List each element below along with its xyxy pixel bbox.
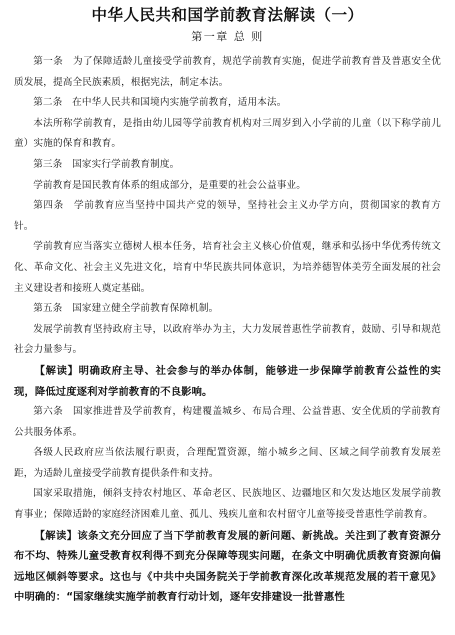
paragraph-text: 第一条 为了保障适龄儿童接受学前教育，规范学前教育实施，促进学前教育普及普惠安全优质发展，提高全民族素质，根据宪法，制定本法。: [14, 56, 441, 88]
article-paragraph: [14, 176, 441, 197]
commentary-tag: 【解读】: [34, 364, 79, 377]
article-paragraph: [14, 484, 441, 525]
paragraph-text: 各级人民政府应当依法履行职责，合理配置资源，缩小城乡之间、区域之间学前教育发展差距，为适龄儿童接受学前教育提供条件和支持。: [14, 447, 441, 479]
paragraph-text: 本法所称学前教育，是指由幼儿园等学前教育机构对三周岁到入小学前的儿童（以下称学前儿童）实施的保育和教育。: [14, 117, 441, 150]
paragraph-text: 该条文充分回应了当下学前教育发展的新问题、新挑战。关注到了教育资源分布不均、特殊儿童受教育权利得不到充分保障等现实问题，在条文中明确优质教育资源向偏远地区倾斜等要求。这也与《中共中央国务院关于学前教育深化改革规范发展的若干意见》中明确的：“国家继续实施学前教育行动计划，逐年安排建设一批普惠性: [14, 529, 441, 604]
page-title: 中华人民共和国学前教育法解读（一）: [91, 6, 364, 24]
document-body: [14, 52, 441, 608]
paragraph-text: 明确政府主导、社会参与的举办体制，能够进一步保障学前教育公益性的实现，降低过度逐利对学前教育的不良影响。: [14, 364, 441, 398]
paragraph-text: 第二条 在中华人民共和国境内实施学前教育，适用本法。: [33, 97, 287, 109]
paragraph-text: 第四条 学前教育应当坚持中国共产党的领导，坚持社会主义办学方向，贯彻国家的教育方针。: [14, 200, 441, 232]
paragraph-text: 国家采取措施，倾斜支持农村地区、革命老区、民族地区、边疆地区和欠发达地区发展学前教育事业；保障适龄的家庭经济困难儿童、孤儿、残疾儿童和农村留守儿童等接受普惠性学前教育。: [14, 488, 441, 521]
article-paragraph: [14, 443, 441, 484]
article-paragraph: [14, 402, 441, 443]
article-paragraph: [14, 114, 441, 155]
article-paragraph: [14, 237, 441, 299]
paragraph-text: 第六条 国家推进普及学前教育，构建覆盖城乡、布局合理、公益普惠、安全优质的学前教育公共服务体系。: [14, 406, 441, 438]
paragraph-text: 学前教育是国民教育体系的组成部分，是重要的社会公益事业。: [33, 179, 307, 191]
article-paragraph: [14, 93, 441, 114]
commentary-paragraph: [14, 526, 441, 608]
article-paragraph: [14, 155, 441, 176]
article-paragraph: [14, 320, 441, 361]
paragraph-text: 发展学前教育坚持政府主导，以政府举办为主，大力发展普惠性学前教育，鼓励、引导和规范社会力量参与。: [14, 323, 441, 356]
article-paragraph: [14, 299, 441, 320]
commentary-paragraph: [14, 361, 441, 402]
paragraph-text: 第五条 国家建立健全学前教育保障机制。: [33, 303, 219, 315]
chapter-heading: 第一章 总 则: [191, 30, 264, 43]
article-paragraph: [14, 52, 441, 93]
paragraph-text: 第三条 国家实行学前教育制度。: [33, 158, 180, 170]
paragraph-text: 学前教育应当落实立德树人根本任务，培育社会主义核心价值观，继承和弘扬中华优秀传统文化、革命文化、社会主义先进文化，培育中华民族共同体意识，为培养德智体美劳全面发展的社会主义建设者和接班人奠定基础。: [14, 241, 441, 294]
article-paragraph: [14, 196, 441, 237]
commentary-tag: 【解读】: [34, 529, 78, 542]
